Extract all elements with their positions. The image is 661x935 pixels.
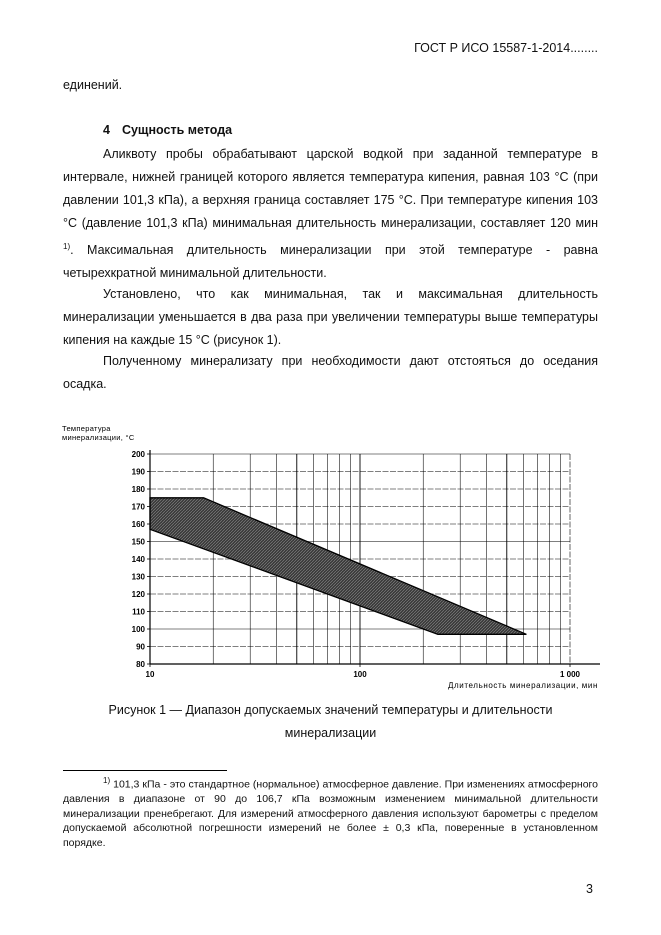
x-tick-label: 100 bbox=[353, 670, 367, 679]
y-tick-label: 80 bbox=[136, 660, 145, 669]
y-axis-title-line-1: Температура bbox=[62, 424, 111, 433]
footnote-marker: 1) bbox=[103, 776, 111, 785]
y-tick-label: 180 bbox=[131, 485, 145, 494]
figure-caption-line-2: минерализации bbox=[284, 726, 377, 740]
continuation-text: единений. bbox=[63, 78, 123, 92]
y-tick-label: 200 bbox=[131, 450, 145, 459]
x-tick-label: 1 000 bbox=[559, 670, 581, 679]
figure-chart bbox=[0, 412, 661, 702]
section-number: 4 bbox=[103, 123, 110, 137]
footnote-divider bbox=[63, 770, 227, 771]
y-tick-label: 130 bbox=[131, 572, 145, 582]
footnote bbox=[63, 774, 598, 850]
paragraph-1 bbox=[63, 143, 598, 285]
y-tick-label: 110 bbox=[132, 607, 145, 617]
section-heading bbox=[103, 123, 232, 137]
y-tick-label: 160 bbox=[131, 520, 145, 529]
y-tick-label: 100 bbox=[131, 625, 145, 634]
paragraph-1-text: Аликвоту пробы обрабатывают царской водкой при заданной температуре в интервале, нижней границей которого является температура кипения, равная 103 °С (при давлении 101,3 кПа), а верхняя граница составляет 175 °С. При температуре кипения 103 °С (давление 101,3 кПа) минимальная длительность минерализации, составляет 120 мин bbox=[63, 147, 598, 230]
footnote-text: 101,3 кПа - это стандартное (нормальное) атмосферное давление. При изменениях атмосферного давления в диапазоне от 90 до 106,7 кПа возможным изменением минимальной длительности минерализации пренебрегают. Для измерений атмосферного давления используют барометры с пределом допускаемой абсолютной погрешности измерений не более ± 0,3 кПа, поверенные в установленном порядке. bbox=[63, 778, 598, 849]
y-tick-label: 150 bbox=[131, 537, 145, 547]
document-header: ГОСТ Р ИСО 15587-1-2014........ bbox=[414, 41, 598, 55]
section-title: Сущность метода bbox=[121, 123, 233, 137]
paragraph-3: Полученному минерализату при необходимости дают отстояться до оседания осадка. bbox=[63, 354, 598, 391]
y-tick-label: 90 bbox=[136, 642, 145, 652]
x-tick-label: 10 bbox=[145, 670, 155, 679]
y-tick-label: 190 bbox=[131, 467, 145, 477]
paragraph-1-tail: . Максимальная длительность минерализации при этой температуре - равна четырехкратной минимальной длительности. bbox=[63, 243, 598, 281]
y-axis-title-line-2: минерализации, °С bbox=[62, 433, 135, 442]
figure-caption-line-1: Рисунок 1 — Диапазон допускаемых значений температуры и длительности bbox=[108, 703, 553, 717]
paragraph-2: Установлено, что как минимальная, так и максимальная длительность минерализации уменьшается в два раза при увеличении температуры выше температуры кипения на каждые 15 °С (рисунок 1). bbox=[63, 287, 598, 347]
range-area-0 bbox=[150, 498, 526, 635]
y-tick-label: 170 bbox=[131, 502, 145, 512]
footnote-ref: 1) bbox=[63, 242, 71, 251]
page-number: 3 bbox=[586, 882, 593, 896]
y-tick-label: 120 bbox=[131, 590, 145, 599]
x-axis-title: Длительность минерализации, мин bbox=[447, 681, 598, 690]
y-tick-label: 140 bbox=[131, 555, 145, 564]
